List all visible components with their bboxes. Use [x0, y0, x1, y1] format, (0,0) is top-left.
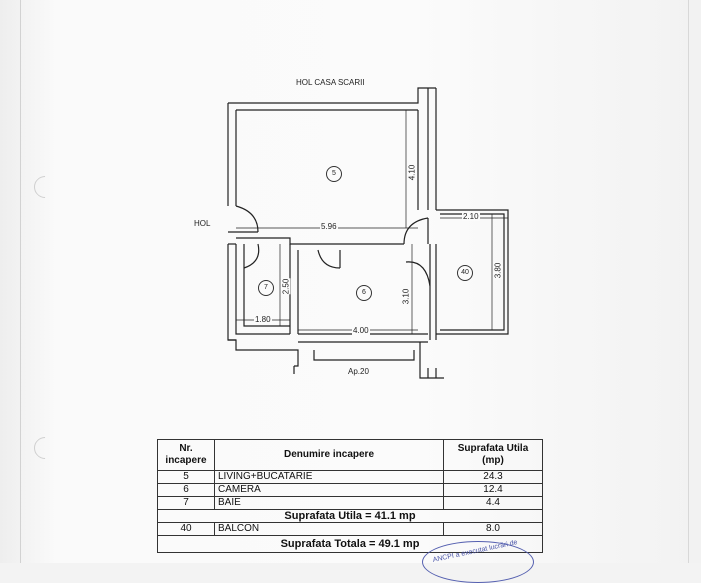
room-number-6: 6 — [356, 285, 372, 301]
table-row — [158, 484, 543, 497]
header-area: Suprafata Utila (mp) — [444, 440, 543, 471]
row-name: CAMERA — [215, 484, 444, 497]
dim-380: 3.80 — [493, 262, 503, 279]
wall-top-outer — [228, 88, 436, 103]
room-number-40: 40 — [457, 265, 473, 281]
door-balcony-arc — [406, 262, 430, 286]
dim-410: 4.10 — [407, 164, 417, 181]
door-living-arc — [404, 218, 428, 244]
row-area: 12.4 — [444, 484, 543, 497]
dim-180: 1.80 — [255, 315, 271, 324]
header-nr: Nr. incapere — [158, 440, 215, 471]
header-name: Denumire incapere — [215, 440, 444, 471]
row-name: BAIE — [215, 497, 444, 510]
label-apartment: Ap.20 — [348, 367, 369, 376]
stamp-text: ANCPI a executat lucrări de — [432, 539, 519, 564]
balcony-name: BALCON — [215, 523, 444, 536]
wall-middle — [236, 238, 404, 244]
dim-210: 2.10 — [463, 212, 479, 221]
room-number-7: 7 — [258, 280, 274, 296]
label-hol: HOL — [194, 219, 211, 228]
door-bath-arc — [244, 244, 259, 268]
room-area-table — [157, 439, 543, 553]
dim-400: 4.00 — [353, 326, 369, 335]
balcony-area: 8.0 — [444, 523, 543, 536]
dim-250: 2.50 — [281, 278, 291, 295]
row-nr: 5 — [158, 471, 215, 484]
dim-596: 5.96 — [321, 222, 337, 231]
total-text: Suprafata Totala = 49.1 mp — [158, 536, 543, 553]
table-row — [158, 497, 543, 510]
table-header-row — [158, 440, 543, 471]
subtotal-row — [158, 510, 543, 523]
row-area: 4.4 — [444, 497, 543, 510]
table-row — [158, 471, 543, 484]
row-name: LIVING+BUCATARIE — [215, 471, 444, 484]
door-room6-arc — [318, 250, 340, 268]
row-area: 24.3 — [444, 471, 543, 484]
table-row — [158, 523, 543, 536]
row-nr: 6 — [158, 484, 215, 497]
label-hol-casa-scarii: HOL CASA SCARII — [296, 78, 365, 87]
balcony-nr: 40 — [158, 523, 215, 536]
room-number-5: 5 — [326, 166, 342, 182]
subtotal-text: Suprafata Utila = 41.1 mp — [158, 510, 543, 523]
dim-310: 3.10 — [401, 288, 411, 305]
wall-bottom-recess — [314, 350, 414, 360]
row-nr: 7 — [158, 497, 215, 510]
